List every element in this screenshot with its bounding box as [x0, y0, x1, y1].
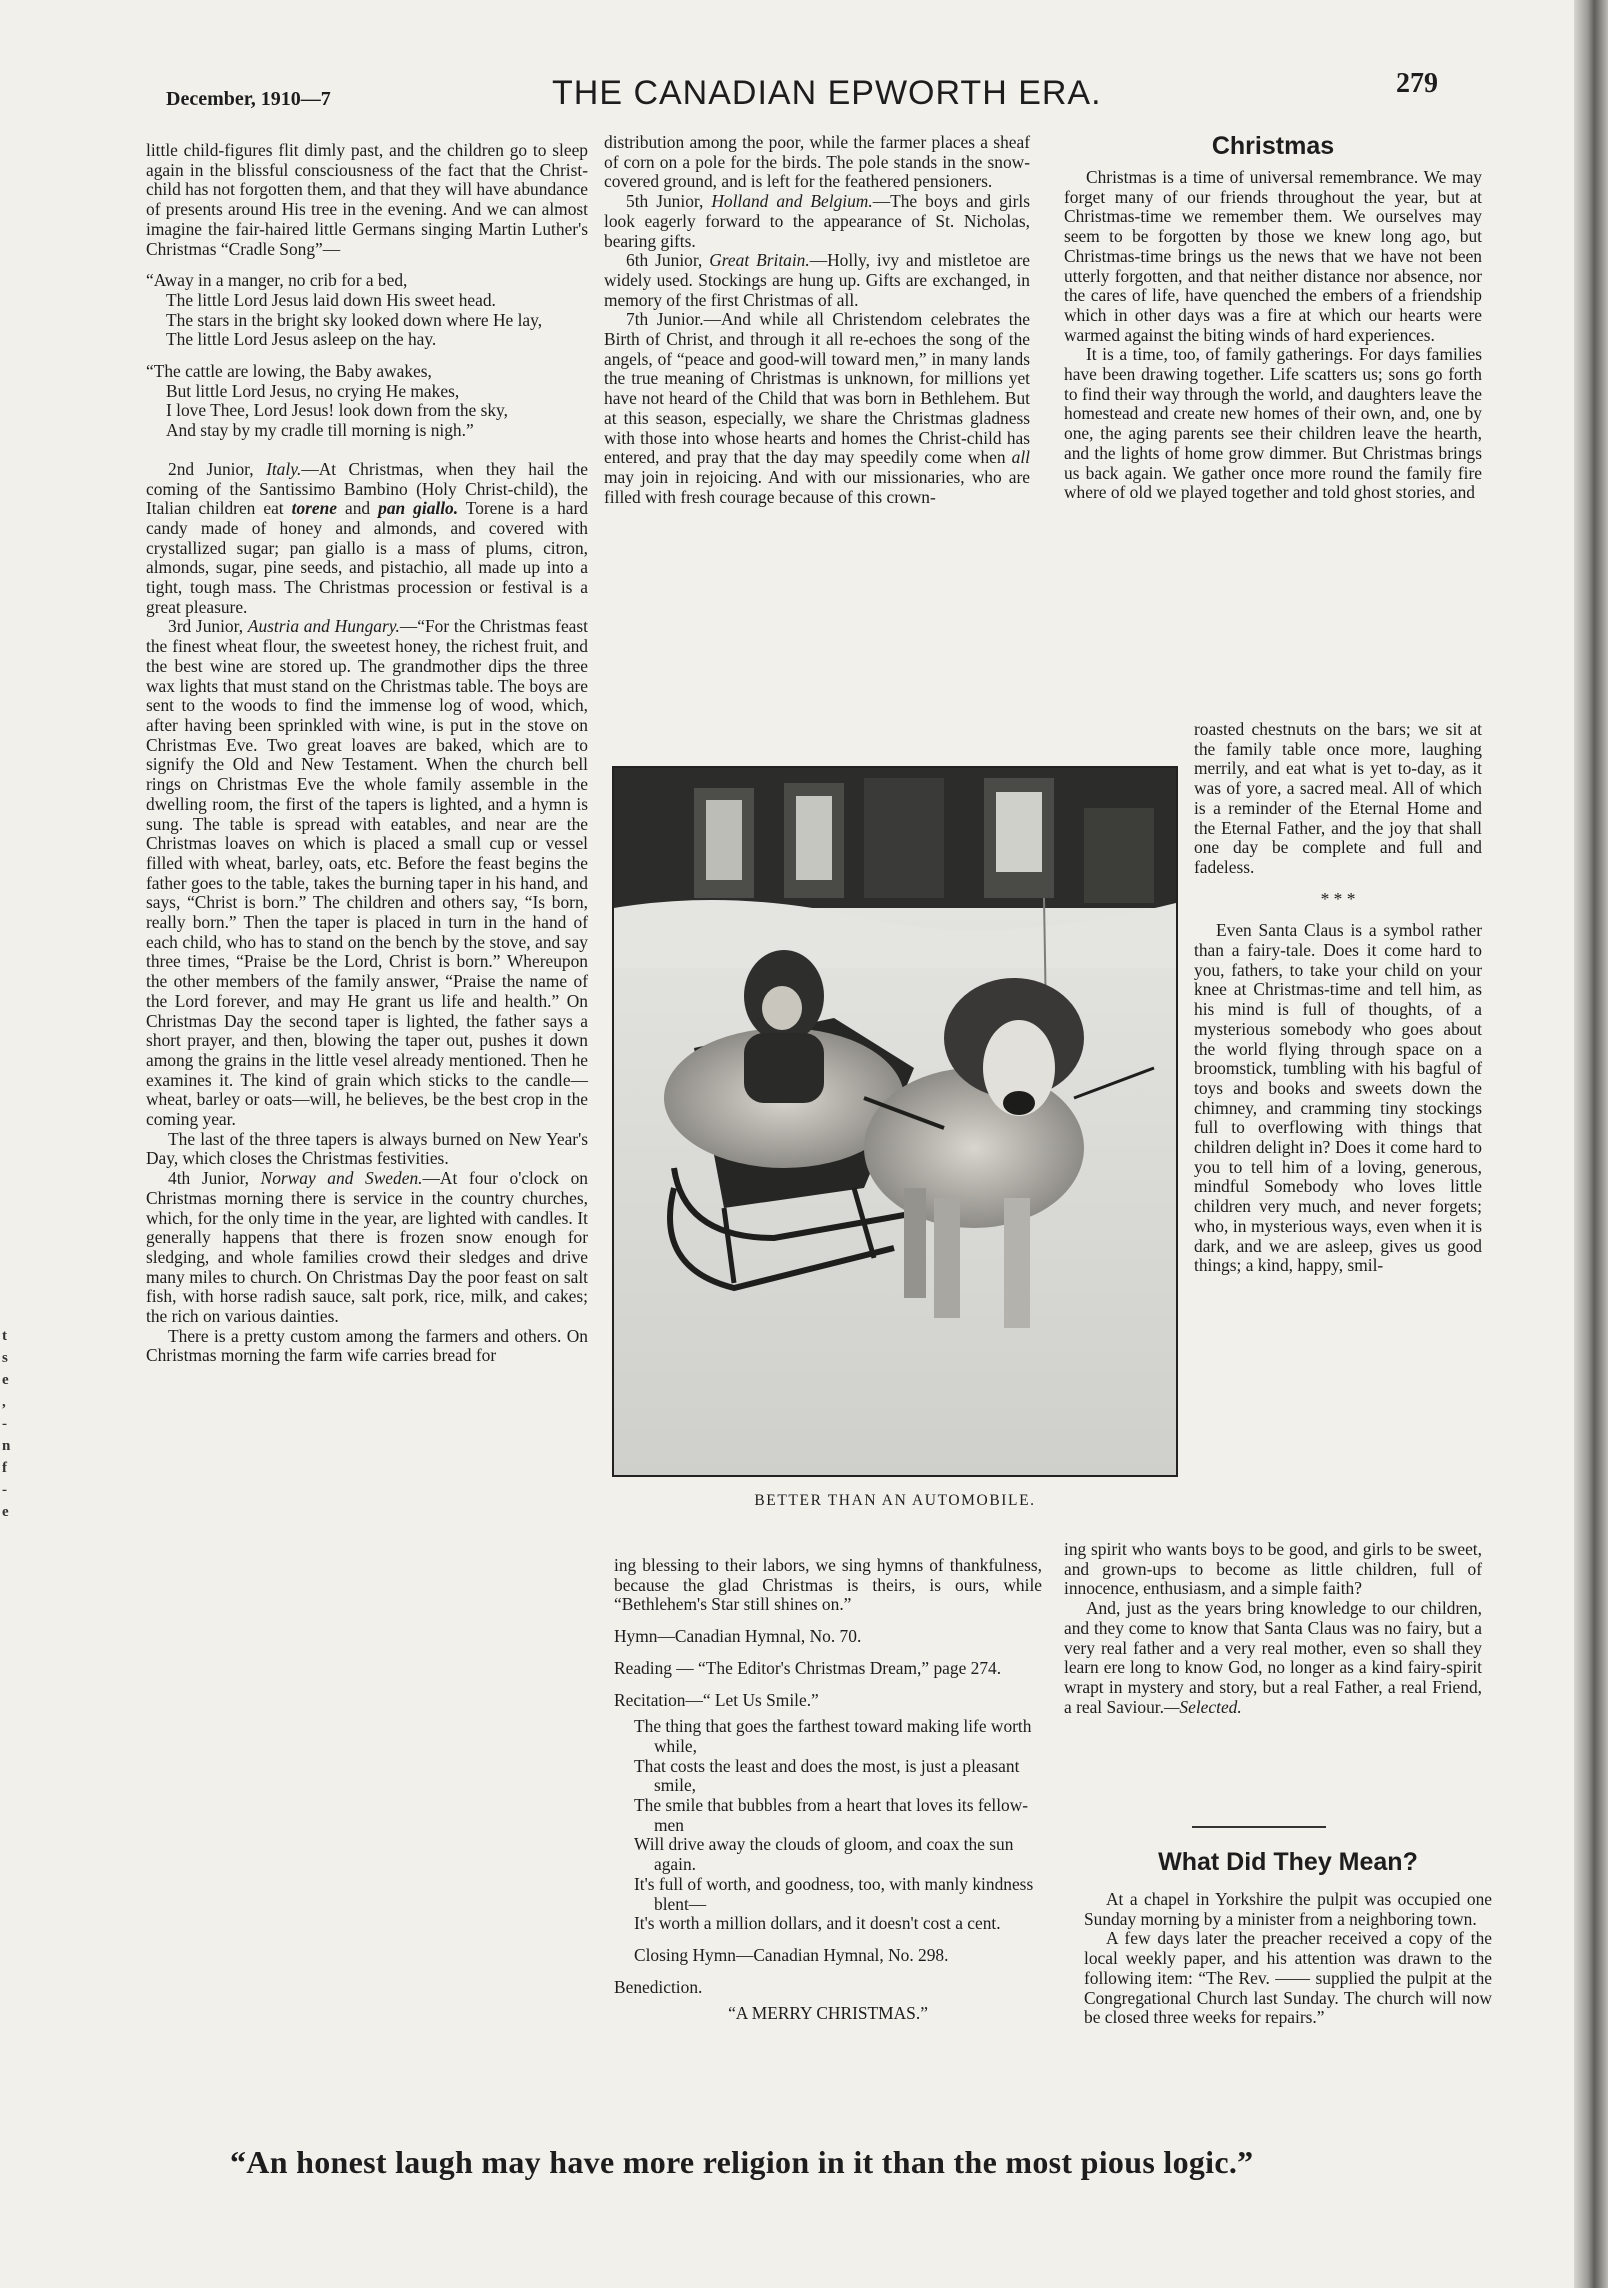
emphasis-word: all: [1011, 447, 1030, 468]
column-left: [146, 141, 588, 1366]
smile-poem: [614, 1717, 1042, 1934]
hymn-line: Hymn—Canadian Hymnal, No. 70.: [614, 1626, 862, 1647]
photo-child-on-dog-sled: [612, 766, 1178, 1477]
paragraph-text: may join in rejoicing. And with our missionaries, who are filled with fresh courage because of this crown-: [604, 466, 1030, 507]
paragraph-text: —Holly, ivy and mistletoe are widely used. Stockings are hung up. Gifts are exchanged, in memory of the first Christmas of all.: [604, 250, 1030, 310]
edge-letter: -: [2, 1416, 7, 1432]
poem-line: Will drive away the clouds of gloom, and coax the sun again.: [634, 1834, 1014, 1875]
column-middle-bottom: [614, 1556, 1042, 2024]
junior-label: 5th Junior,: [626, 191, 704, 212]
closing-hymn-line: Closing Hymn—Canadian Hymnal, No. 298.: [634, 1944, 949, 1965]
junior-label: 3rd Junior,: [168, 616, 244, 637]
issue-date: December, 1910—7: [166, 88, 331, 110]
edge-letter: s: [2, 1350, 8, 1366]
poem-line: The little Lord Jesus laid down His sweet head.: [166, 289, 496, 310]
column-middle-top: [604, 133, 1030, 507]
section-stars: * * *: [1320, 888, 1356, 909]
paragraph-custom: There is a pretty custom among the farmers and others. On Christmas morning the farm wife carries bread for: [146, 1325, 588, 1366]
poem-line: The stars in the bright sky looked down where He lay,: [166, 309, 543, 330]
junior-label: 4th Junior,: [168, 1168, 249, 1189]
section-divider: [1192, 1826, 1326, 1828]
poem-line: And stay by my cradle till morning is nigh.”: [166, 420, 474, 441]
paragraph-spirit: ing spirit who wants boys to be good, and girls to be sweet, and grown-ups to become as little children, full of innocence, enthusiasm, and a simple faith?: [1064, 1539, 1482, 1599]
recitation-line: Recitation—“ Let Us Smile.”: [614, 1689, 819, 1710]
edge-letter: e: [2, 1504, 9, 1520]
paragraph-chestnuts: roasted chestnuts on the bars; we sit at the family table once more, laughing merrily, and eat what is yet to-day, as it was of yore, a sacred meal. All of which is a reminder of the Eternal Home and the Eternal Father, and the joy that shall one day be complete and full and fadeless.: [1194, 719, 1482, 877]
junior-label: 6th Junior,: [626, 250, 703, 271]
poem-line: “The cattle are lowing, the Baby awakes,: [146, 361, 432, 382]
paragraph-knowledge: [1064, 1599, 1482, 1717]
food-name: pan giallo.: [378, 498, 459, 519]
paragraph-tapers: The last of the three tapers is always burned on New Year's Day, which closes the Christmas festivities.: [146, 1128, 588, 1169]
merry-christmas-line: “A MERRY CHRISTMAS.”: [728, 2003, 928, 2024]
poem-line: The little Lord Jesus asleep on the hay.: [166, 329, 437, 350]
country-name: Italy.: [266, 458, 302, 479]
country-name: Holland and Belgium.: [711, 191, 873, 212]
paragraph-santa-claus: Even Santa Claus is a symbol rather than a fairy-tale. Does it come hard to you, fathers, to take your child on your knee at Christmas-time and tell him, as his mind is full of thoughts, of a mysterious somebody who goes about the world flying through space on a broomstick, tumbling with his bagful of toys and books and sweets down the chimney, and cramming tiny stockings full to overflowing with things that children delight in? Does it come hard to you to tell him of a loving, generous, mindful Somebody who loves little children very much, and never forgets; who, in mysterious ways, even when it is dark, and we are asleep, gives us good things; a kind, happy, smil-: [1194, 920, 1482, 1276]
paragraph-text: 7th Junior.—And while all Christendom celebrates the Birth of Christ, and through it all re-echoes the song of the angels, of “peace and good-will toward men,” in many lands the true meaning of Christmas is unknown, for millions yet have not heard of the Child that was born in Bethlehem. But at this season, especially, we share the Christmas gladness with those into whose hearts and homes the Christ-child has entered, and pray that the day may speedily come when: [604, 309, 1030, 468]
paragraph-family-gatherings: It is a time, too, of family gatherings. For days families have been drawing together. Life scatters us; sons go forth to find their way through the world, and daughters leave the homestead and create new homes of their own, and, one by one, the aging parents see their children leave the hearth, and the lights of home grow dimmer. But Christmas brings us back again. We gather once more round the family fire where of old we played together and told ghost stories, and: [1064, 344, 1482, 503]
magazine-title: THE CANADIAN EPWORTH ERA.: [552, 74, 1102, 112]
poem-line: It's full of worth, and goodness, too, with manly kindness blent—: [634, 1873, 1034, 1914]
footer-quote: “An honest laugh may have more religion in it than the most pious logic.”: [230, 2144, 1254, 2180]
paragraph-text: And, just as the years bring knowledge to our children, and they come to know that Santa Claus was no fairy, but a very real father and a very real mother, even so shall they learn ere long to know God, no longer as a kind fairy-spirit wrapt in mystery and story, but a real Father, a real Friend, a real Saviour.: [1064, 1598, 1482, 1717]
poem-line: The thing that goes the farthest toward making life worth while,: [634, 1716, 1032, 1756]
poem-line: I love Thee, Lord Jesus! look down from the sky,: [166, 400, 508, 421]
paragraph-text: and: [345, 498, 371, 519]
paragraph-holland: [604, 192, 1030, 251]
paragraph-distribution: distribution among the poor, while the farmer places a sheaf of corn on a pole for the birds. The pole stands in the snow-covered ground, and is left for the feathered pensioners.: [604, 132, 1030, 192]
paragraph-local-paper: A few days later the preacher received a copy of the local weekly paper, and his attention was drawn to the following item: “The Rev. —— supplied the pulpit at the Congregational Church last Sunday. The church will now be closed three weeks for repairs.”: [1084, 1928, 1492, 2028]
paragraph-austria: [146, 617, 588, 1129]
paragraph-text: Torene is a hard candy made of honey and almonds, and covered with crystallized sugar; pan giallo is a mass of plums, citron, almonds, sugar, pine seeds, and pistachio, all made up into a tight, tough mass. The Christmas procession or festival is a great pleasure.: [146, 498, 588, 617]
country-name: Austria and Hungary.: [247, 616, 400, 637]
poem-line: “Away in a manger, no crib for a bed,: [146, 270, 408, 291]
cradle-song-poem: [146, 271, 588, 441]
reading-line: Reading — “The Editor's Christmas Dream,” page 274.: [614, 1657, 1002, 1678]
book-binding-edge: [1574, 0, 1608, 2288]
paragraph-text: —The boys and girls look eagerly forward to the appearance of St. Nicholas, bearing gifts.: [604, 191, 1030, 251]
paragraph-christ-child: little child-figures flit dimly past, and the children go to sleep again in the blissful consciousness of the fact that the Christ-child has not forgotten them, and that they will have abundance of presents around His tree in the evening. And we can almost imagine the fair-haired little Germans singing Martin Luther's Christmas “Cradle Song”—: [146, 140, 588, 259]
paragraph-text: —“For the Christmas feast the finest wheat flour, the sweetest honey, the richest fruit, and the best wine are stored up. The grandmother dips the three wax lights that must stand on the Christmas table. The boys are sent to the woods to find the immense log of wood, which, after having been sprinkled with wine, is put in the stove on Christmas Eve. Two great loaves are baked, which are to signify the Old and New Testament. When the church bell rings on Christmas Eve the whole family assemble in the dwelling room, the first of the tapers is lighted, and a hymn is sung. The table is spread with eatables, and near are the Christmas loaves on which is placed a small cup or vessel filled with wheat, barley, oats, etc. Before the feast begins the father goes to the table, takes the burning taper in his hand, and says, “Christ is born.” The children and others say, “Is born, really born.” Then the taper is placed in turn in the hand of each child, who has to stand on the bench by the stove, and say three times, “Praise be the Lord, Christ is born.” Whereupon the other members of the family answer, “Praise the name of the Lord forever, and may He grant us life and health.” On Christmas Day the second taper is lighted, the father says a short prayer, and then, blowing the taper out, pushes it down among the grains in the little vesel already mentioned. Then he examines it. The kind of grain which sticks to the candle—wheat, barley or oats—will, he believes, be the best crop in the coming year.: [146, 616, 588, 1130]
poem-line: But little Lord Jesus, no crying He makes,: [166, 380, 460, 401]
paragraph-britain: [604, 251, 1030, 310]
edge-letter: -: [2, 1482, 7, 1498]
edge-letter: f: [2, 1460, 7, 1476]
christmas-heading: Christmas: [1211, 132, 1335, 160]
paragraph-seventh-junior: [604, 310, 1030, 507]
adjacent-page-edge-text: [2, 1325, 14, 1523]
paragraph-italy: [146, 460, 588, 618]
food-name: torene: [291, 498, 338, 519]
source-credit: —Selected.: [1163, 1696, 1242, 1717]
edge-letter: e: [2, 1372, 9, 1388]
poem-line: It's worth a million dollars, and it doesn't cost a cent.: [634, 1913, 1001, 1934]
photo-caption: BETTER THAN AN AUTOMOBILE.: [754, 1492, 1036, 1509]
paragraph-norway: [146, 1169, 588, 1327]
edge-letter: ,: [2, 1394, 6, 1410]
what-did-they-mean-article: [1084, 1890, 1492, 2028]
poem-line: That costs the least and does the most, is just a pleasant smile,: [634, 1755, 1020, 1796]
page-number: 279: [1396, 68, 1438, 99]
country-name: Great Britain.: [709, 250, 810, 271]
paragraph-text: —At four o'clock on Christmas morning there is service in the country churches, which, for the only time in the year, are lighted with candles. It generally happens that there is frozen snow enough for sledging, and whole families crowd their sledges and drive many miles to church. On Christmas Day the poor feast on salt fish, with horse radish sauce, salt pork, rice, milk, and cakes; the rich on various dainties.: [146, 1168, 589, 1327]
christmas-article-top: [1064, 168, 1482, 503]
christmas-article-narrow: [1194, 720, 1482, 1276]
edge-letter: t: [2, 1328, 7, 1344]
country-name: Norway and Sweden.: [260, 1168, 423, 1189]
junior-label: 2nd Junior,: [168, 458, 254, 479]
paragraph-chapel: At a chapel in Yorkshire the pulpit was occupied one Sunday morning by a minister from a neighboring town.: [1084, 1889, 1492, 1929]
what-did-they-mean-heading: What Did They Mean?: [1158, 1848, 1418, 1876]
benediction-line: Benediction.: [614, 1976, 703, 1997]
poem-line: The smile that bubbles from a heart that loves its fellow-men: [634, 1795, 1029, 1835]
edge-letter: n: [2, 1438, 11, 1454]
sled-photo-illustration: [614, 768, 1176, 1475]
paragraph-remembrance: Christmas is a time of universal remembrance. We may forget many of our friends throughout the year, but at Christmas-time we remember them. We ourselves may seem to be forgotten by those we knew long ago, but Christmas-time brings us the news that we have not been utterly forgotten, and that neither distance nor absence, nor the cares of life, have quenched the embers of a friendship which in other days was a fire at which our hearts were warmed against the biting winds of hard experiences.: [1064, 167, 1482, 345]
paragraph-text: —At Christmas, when they hail the coming of the Santissimo Bambino (Holy Christ-child), the Italian children eat: [146, 458, 588, 519]
paragraph-crowning-blessing: ing blessing to their labors, we sing hymns of thankfulness, because the glad Christmas is theirs, is ours, while “Bethlehem's Star still shines on.”: [614, 1555, 1042, 1615]
christmas-article-bottom: [1064, 1540, 1482, 1717]
